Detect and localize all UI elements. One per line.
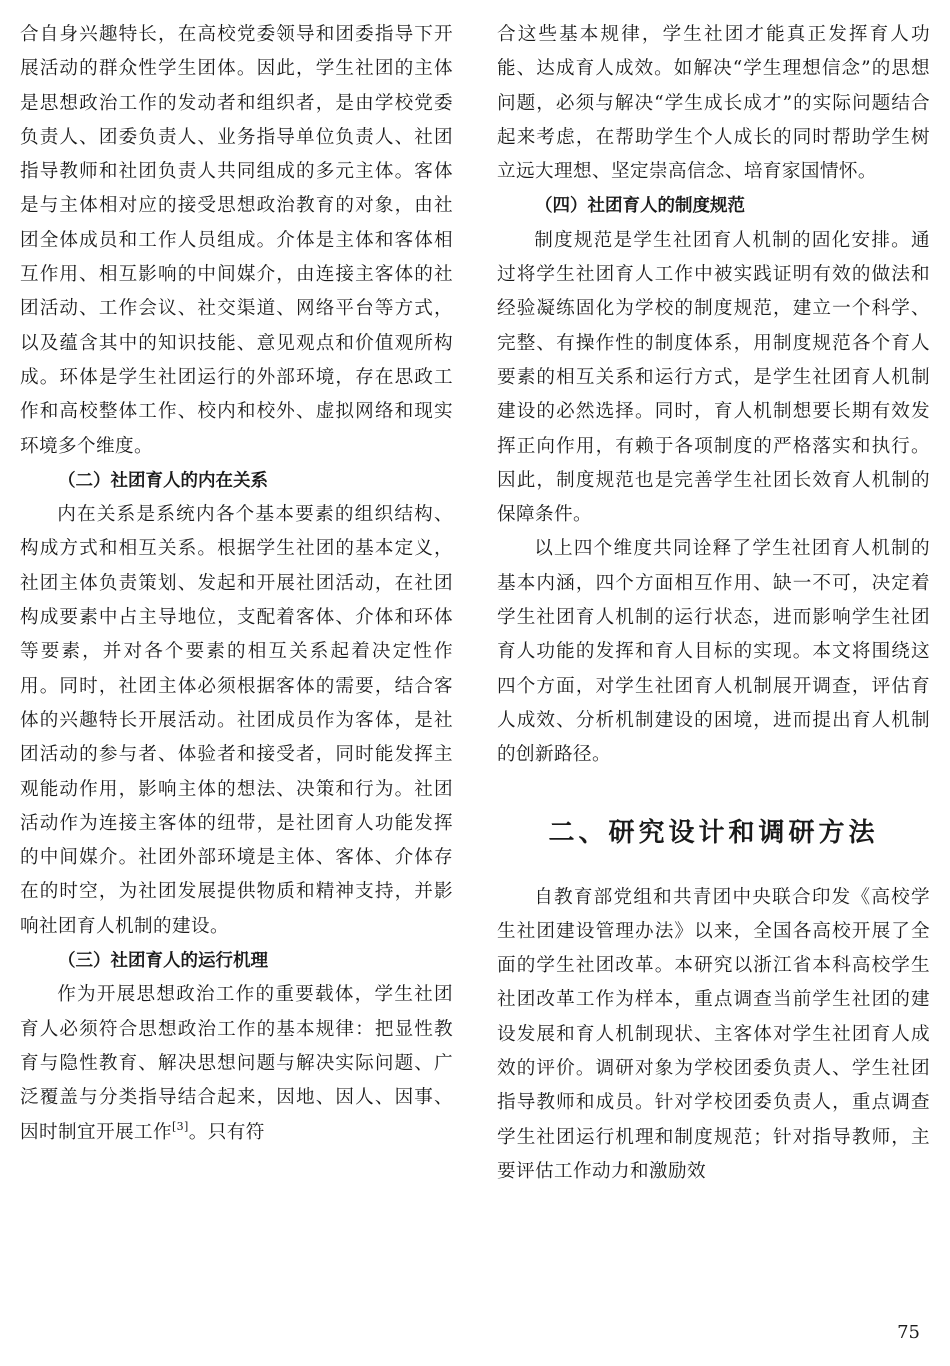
paragraph-operating-mechanism xyxy=(20,978,453,1149)
paragraph-institutional-norms: 制度规范是学生社团育人机制的固化安排。通过将学生社团育人工作中被实践证明有效的做法和经验凝练固化为学校的制度规范，建立一个科学、完整、有操作性的制度体系，用制度规范各个育人要素的相互关系和运行方式，是学生社团育人机制建设的必然选择。同时，育人机制想要长期有效发挥正向作用，有赖于各项制度的严格落实和执行。因此，制度规范也是完善学生社团长效育人机制的保障条件。 xyxy=(497,229,930,526)
left-column xyxy=(20,18,453,1150)
paragraph-research-design: 自教育部党组和共青团中央联合印发《高校学生社团建设管理办法》以来，全国各高校开展了全面的学生社团改革。本研究以浙江省本科高校学生社团改革工作为样本，重点调查当前学生社团的建设发展和育人机制现状、主客体对学生社团育人成效的评价。调研对象为学校团委负责人、学生社团指导教师和成员。针对学校团委负责人，重点调查学生社团运行机理和制度规范；针对指导教师，主要评估工作动力和激励效 xyxy=(497,886,930,1182)
page-number: 75 xyxy=(897,1322,920,1343)
subheading-institutional-norms: （四）社团育人的制度规范 xyxy=(535,196,745,217)
paragraph-summary: 以上四个维度共同诠释了学生社团育人机制的基本内涵，四个方面相互作用、缺一不可，决定着学生社团育人机制的运行状态，进而影响学生社团育人功能的发挥和育人目标的实现。本文将围绕这四个方面，对学生社团育人机制展开调查，评估育人成效、分析机制建设的困境，进而提出育人机制的创新路径。 xyxy=(497,538,930,766)
paragraph-internal-relations: 内在关系是系统内各个基本要素的组织结构、构成方式和相互关系。根据学生社团的基本定义，社团主体负责策划、发起和开展社团活动，在社团构成要素中占主导地位，支配着客体、介体和环体等要素，并对各个要素的相互关系起着决定性作用。同时，社团主体必须根据客体的需要，结合客体的兴趣特长开展活动。社团成员作为客体，是社团活动的参与者、体验者和接受者，同时能发挥主观能动作用，影响主体的想法、决策和行为。社团活动作为连接主客体的纽带，是社团育人功能发挥的中间媒介。社团外部环境是主体、客体、介体存在的时空，为社团发展提供物质和精神支持，并影响社团育人机制的建设。 xyxy=(20,504,453,937)
section-title-research-design: 二、研究设计和调研方法 xyxy=(548,817,879,848)
paragraph-mechanism-continued: 合这些基本规律，学生社团才能真正发挥育人功能、达成育人成效。如解决“学生理想信念”的思想问题，必须与解决“学生成长成才”的实际问题结合起来考虑，在帮助学生个人成长的同时帮助学生树立远大理想、坚定崇高信念、培育家国情怀。 xyxy=(497,24,930,183)
citation-marker: [3] xyxy=(171,1119,189,1133)
right-column xyxy=(497,18,930,1189)
subheading-operating-mechanism: （三）社团育人的运行机理 xyxy=(58,951,268,972)
paragraph-text: 作为开展思想政治工作的重要载体，学生社团育人必须符合思想政治工作的基本规律：把显性教育与隐性教育、解决思想问题与解决实际问题、广泛覆盖与分类指导结合起来，因地、因人、因事、因时制宜开展工作 xyxy=(20,984,453,1143)
paragraph-tail: 。只有符 xyxy=(188,1121,265,1143)
paragraph-elements-continued: 合自身兴趣特长，在高校党委领导和团委指导下开展活动的群众性学生团体。因此，学生社团的主体是思想政治工作的发动者和组织者，是由学校党委负责人、团委负责人、业务指导单位负责人、社团指导教师和社团负责人共同组成的多元主体。客体是与主体相对应的接受思想政治教育的对象，由社团全体成员和工作人员组成。介体是主体和客体相互作用、相互影响的中间媒介，由连接主客体的社团活动、工作会议、社交渠道、网络平台等方式，以及蕴含其中的知识技能、意见观点和价值观所构成。环体是学生社团运行的外部环境，存在思政工作和高校整体工作、校内和校外、虚拟网络和现实环境多个维度。 xyxy=(20,24,453,457)
subheading-internal-relations: （二）社团育人的内在关系 xyxy=(58,470,268,491)
